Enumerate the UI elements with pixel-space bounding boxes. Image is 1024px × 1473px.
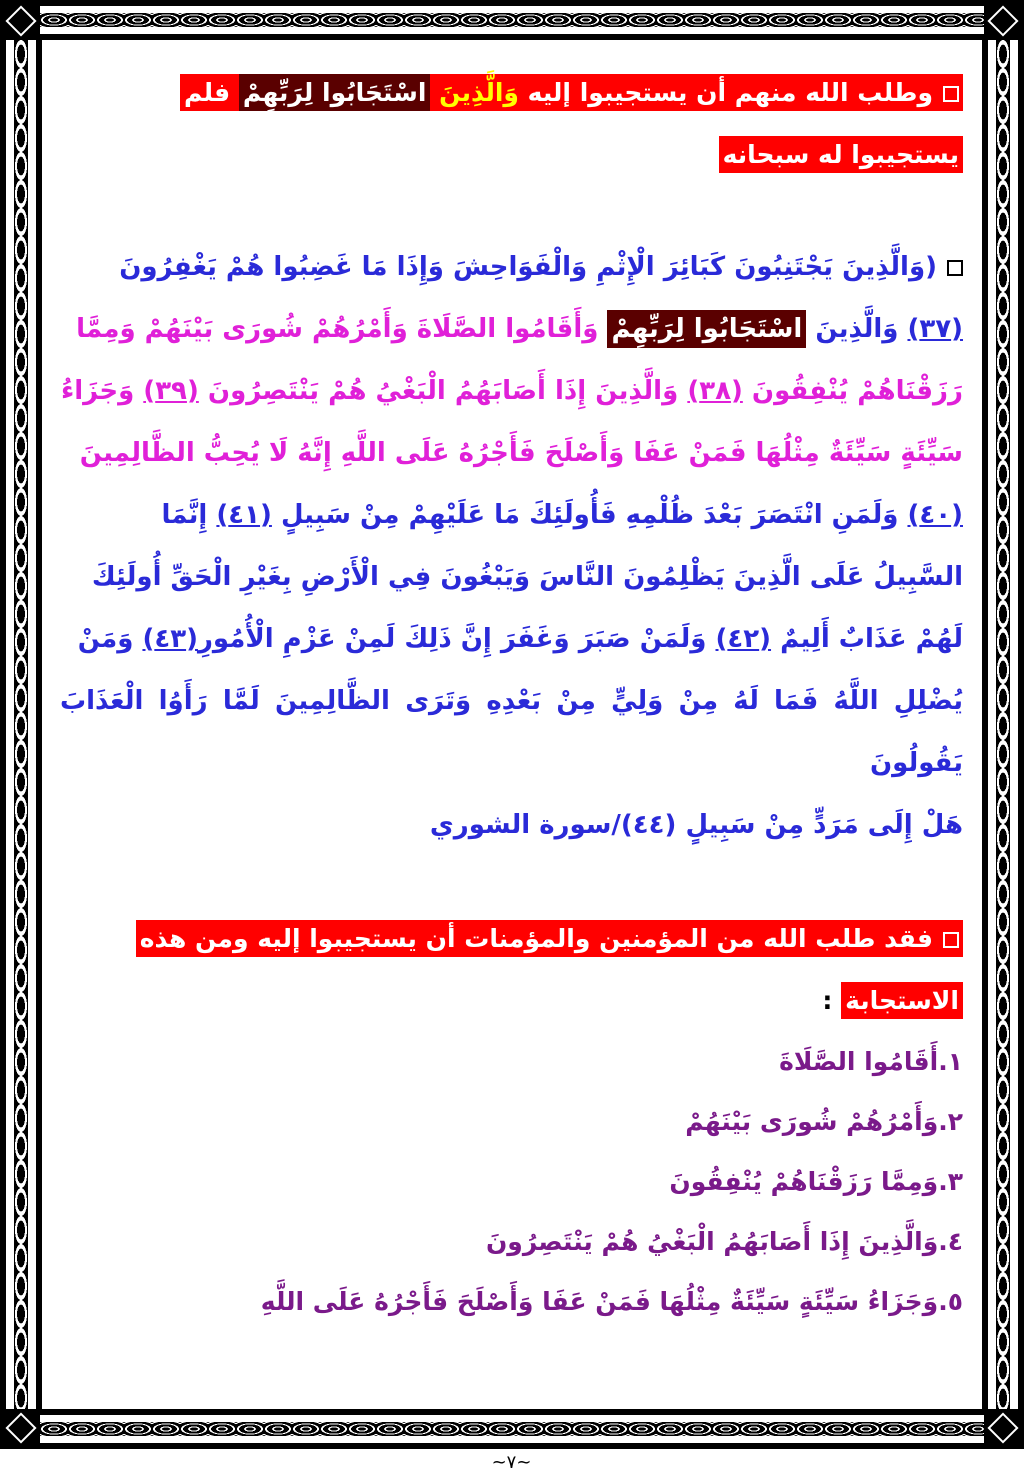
verse-line: لَهُمْ عَذَابٌ أَلِيمٌ (٤٢) وَلَمَنْ صَبَرَ وَغَفَرَ إِنَّ ذَلِكَ لَمِنْ عَزْمِ الْأُمُورِ(٤٣) وَمَنْ [77,624,963,654]
chain-top [40,13,984,27]
corner-ornament-icon [984,1409,1022,1447]
verse-number: (٣٧) [907,314,963,344]
list-item: ٢.وَأَمْرُهُمْ شُورَى بَيْنَهُمْ [685,1107,963,1136]
verse-line: سَيِّئَةٍ سَيِّئَةٌ مِثْلُهَا فَمَنْ عَفَا وَأَصْلَحَ فَأَجْرُهُ عَلَى اللَّهِ إِنَّهُ لَا يُحِبُّ الظَّالِمِينَ [79,438,963,468]
verse-number: (٤٢) [715,624,772,654]
verse-line: يُضْلِلِ اللَّهُ فَمَا لَهُ مِنْ وَلِيٍّ مِنْ بَعْدِهِ وَتَرَى الظَّالِمِينَ لَمَّا رَأَوُا الْعَذَابَ يَقُولُونَ [60,686,963,778]
corner-ornament-icon [2,1409,40,1447]
verse-number: (٣٨) [687,376,743,406]
verse-line-source: هَلْ إِلَى مَرَدٍّ مِنْ سَبِيلٍ (٤٤)/سورة الشوري [429,810,963,840]
quran-verses [60,236,963,856]
chain-left [14,40,28,1409]
corner-ornament-icon [984,2,1022,40]
chain-right [996,40,1010,1409]
response-paragraph: فقد طلب الله من المؤمنين والمؤمنات أن يستجيبوا إليه ومن هذه الاستجابة : [60,908,963,1032]
verse-line: رَزَقْنَاهُمْ يُنْفِقُونَ (٣٨) وَالَّذِينَ إِذَا أَصَابَهُمُ الْبَغْيُ هُمْ يَنْتَصِرُونَ (٣٩) وَجَزَاءُ [60,376,963,406]
list-item: ٣.وَمِمَّا رَزَقْنَاهُمْ يُنْفِقُونَ [669,1167,963,1196]
corner-ornament-icon [2,2,40,40]
verse-line: السَّبِيلُ عَلَى الَّذِينَ يَظْلِمُونَ النَّاسَ وَيَبْغُونَ فِي الْأَرْضِ بِغَيْرِ الْحَقِّ أُولَئِكَ [91,562,963,592]
verse-line: (وَالَّذِينَ يَجْتَنِبُونَ كَبَائِرَ الْإِثْمِ وَالْفَوَاحِشَ وَإِذَا مَا غَضِبُوا هُمْ يَغْفِرُونَ [60,236,963,298]
response-line-1: فقد طلب الله من المؤمنين والمؤمنات أن يستجيبوا إليه ومن هذه [136,920,963,957]
page-number: ~٧~ [491,1452,532,1473]
verse-line: (٤٠) وَلَمَنِ انْتَصَرَ بَعْدَ ظُلْمِهِ فَأُولَئِكَ مَا عَلَيْهِمْ مِنْ سَبِيلٍ (٤١) إِنَّمَا [161,500,963,530]
intro-line-1: وطلب الله منهم أن يستجيبوا إليه وَالَّذِينَ اسْتَجَابُوا لِرَبِّهِمْ فلم [180,74,963,111]
checkbox-bullet-icon [943,86,959,102]
checkbox-bullet-icon [943,932,959,948]
verse-number: (٤٣) [142,624,198,654]
page-content [60,62,963,1473]
list-item: ٤.وَالَّذِينَ إِذَا أَصَابَهُمُ الْبَغْيُ هُمْ يَنْتَصِرُونَ [485,1227,963,1256]
highlight-maroon-text: اسْتَجَابُوا لِرَبِّهِمْ [607,310,806,348]
highlight-maroon-text: اسْتَجَابُوا لِرَبِّهِمْ [239,74,431,111]
verse-line: (٣٧) وَالَّذِينَ اسْتَجَابُوا لِرَبِّهِمْ وَأَقَامُوا الصَّلَاةَ وَأَمْرُهُمْ شُورَى بَيْنَهُمْ وَمِمَّا [60,298,963,360]
verse-number: (٤١) [216,500,272,530]
list-item: ٥.وَجَزَاءُ سَيِّئَةٍ سَيِّئَةٌ مِثْلُهَا فَمَنْ عَفَا وَأَصْلَحَ فَأَجْرُهُ عَلَى اللَّهِ [260,1287,963,1316]
highlight-yellow-text: وَالَّذِينَ [439,78,519,107]
verse-number: (٣٩) [143,376,199,406]
verse-number: (٤٠) [907,500,963,530]
checkbox-bullet-icon [947,260,963,276]
response-line-2: الاستجابة [841,982,963,1019]
list-item: ١.أَقَامُوا الصَّلَاةَ [779,1047,963,1076]
response-list [60,1032,963,1332]
intro-paragraph [60,62,963,186]
intro-line-2: يستجيبوا له سبحانه [719,136,963,173]
